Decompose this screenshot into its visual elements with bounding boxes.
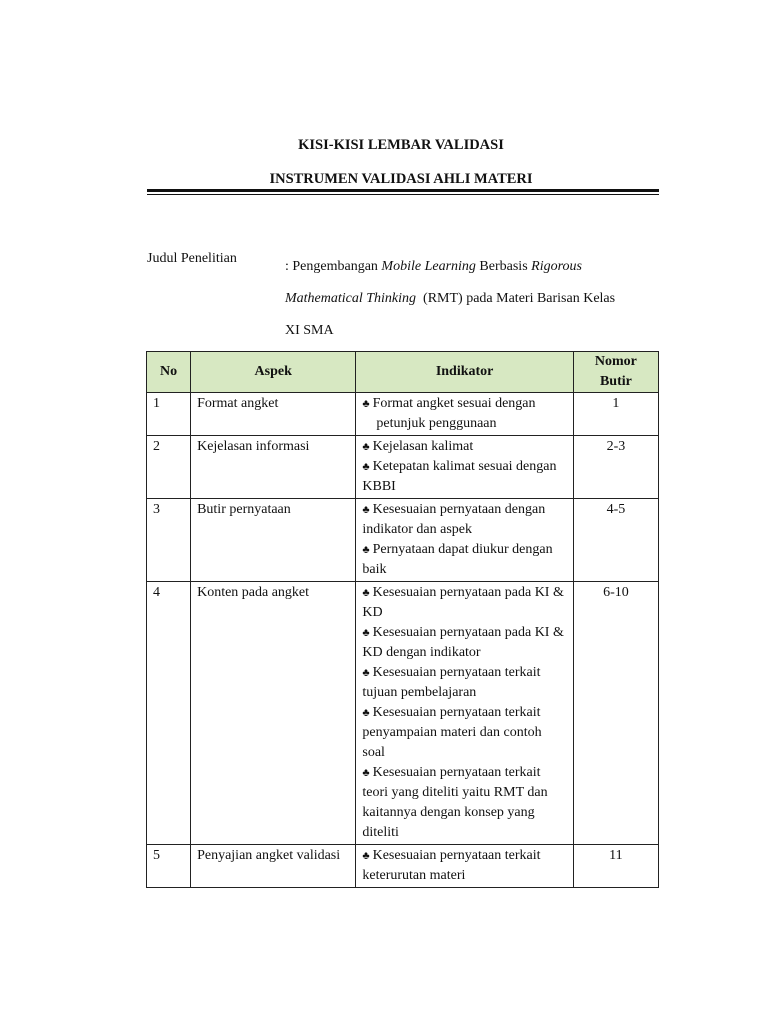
validation-grid-table [146,351,659,888]
cell-indikator [356,436,573,499]
club-icon: ♣ [362,667,370,679]
indicator-text: Kesesuaian pernyataan dengan indikator dan aspek [362,502,546,537]
cell-nomor-butir: 4-5 [573,499,658,582]
cell-aspek: Konten pada angket [191,582,356,845]
cell-indikator [356,393,573,436]
indicator-item [362,540,566,580]
cell-aspek: Format angket [191,393,356,436]
cell-no: 1 [147,393,191,436]
cell-aspek: Penyajian angket validasi [191,845,356,888]
cell-indikator [356,845,573,888]
document-subtitle: INSTRUMEN VALIDASI AHLI MATERI [269,171,533,187]
header-nomor-butir: Nomor Butir [573,352,658,393]
indicator-text: Kejelasan kalimat [372,439,474,454]
indicator-item [362,583,566,623]
research-title-segment: (RMT) pada Materi Barisan Kelas [416,291,616,306]
cell-no: 5 [147,845,191,888]
research-title-line-1 [285,251,660,283]
indicator-text: Format angket sesuai dengan petunjuk penggunaan [372,396,536,431]
research-title-line-2 [285,283,660,315]
cell-nomor-butir: 6-10 [573,582,658,845]
indicator-text: Ketepatan kalimat sesuai dengan KBBI [362,459,557,494]
indicator-item [362,394,566,434]
cell-no: 4 [147,582,191,845]
club-icon: ♣ [362,544,370,556]
indicator-item [362,623,566,663]
club-icon: ♣ [362,587,370,599]
research-title-segment: Berbasis [475,259,532,274]
club-icon: ♣ [362,767,370,779]
title-rule-thin [147,194,659,195]
indicator-text: Kesesuaian pernyataan terkait penyampaian materi dan contoh soal [362,705,542,760]
indicator-item [362,457,566,497]
cell-aspek: Butir pernyataan [191,499,356,582]
club-icon: ♣ [362,441,370,453]
header-indikator: Indikator [356,352,573,393]
table-row [147,393,659,436]
club-icon: ♣ [362,461,370,473]
indicator-item [362,703,566,763]
indicator-item [362,846,566,886]
indicator-text: Kesesuaian pernyataan pada KI & KD [362,585,564,620]
club-icon: ♣ [362,627,370,639]
cell-aspek: Kejelasan informasi [191,436,356,499]
table-row [147,499,659,582]
cell-indikator [356,582,573,845]
header-aspek: Aspek [191,352,356,393]
table-header-row [147,352,659,393]
club-icon: ♣ [362,850,370,862]
indicator-item [362,763,566,843]
table-row [147,436,659,499]
cell-nomor-butir: 2-3 [573,436,658,499]
research-title-italic: Rigorous [531,259,582,274]
document-title: KISI-KISI LEMBAR VALIDASI [298,137,504,153]
research-title-text [285,251,660,347]
research-title-italic: Mathematical Thinking [285,291,417,306]
cell-no: 3 [147,499,191,582]
indicator-text: Kesesuaian pernyataan terkait teori yang diteliti yaitu RMT dan kaitannya dengan konsep yang diteliti [362,765,548,840]
indicator-item [362,663,566,703]
cell-nomor-butir: 1 [573,393,658,436]
cell-indikator [356,499,573,582]
title-rule-thick [147,189,659,192]
research-title-label: Judul Penelitian [147,251,237,266]
club-icon: ♣ [362,398,370,410]
cell-no: 2 [147,436,191,499]
table-body [147,393,659,888]
research-title-segment: : Pengembangan [285,259,382,274]
research-title-line-3: XI SMA [285,323,334,338]
cell-nomor-butir: 11 [573,845,658,888]
indicator-item [362,500,566,540]
club-icon: ♣ [362,504,370,516]
indicator-item [362,437,566,457]
indicator-text: Kesesuaian pernyataan terkait keterurutan materi [362,848,541,883]
indicator-text: Kesesuaian pernyataan pada KI & KD dengan indikator [362,625,564,660]
research-title-italic: Mobile Learning [381,259,476,274]
table-row [147,582,659,845]
indicator-text: Pernyataan dapat diukur dengan baik [362,542,553,577]
table-row [147,845,659,888]
indicator-text: Kesesuaian pernyataan terkait tujuan pembelajaran [362,665,541,700]
club-icon: ♣ [362,707,370,719]
header-no: No [147,352,191,393]
